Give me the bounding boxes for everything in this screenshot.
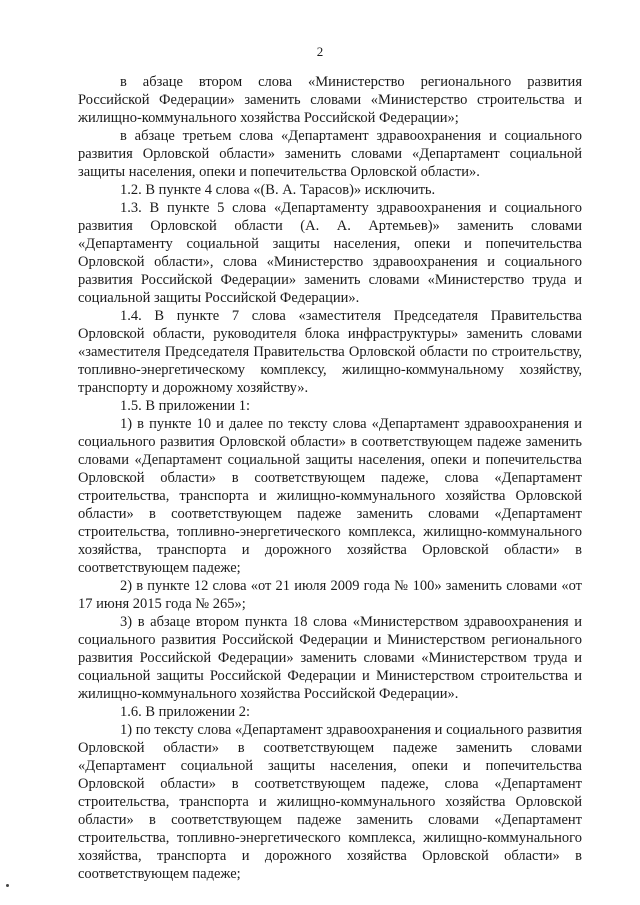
document-body	[78, 73, 582, 883]
paragraph-1-5-item-3: 3) в абзаце втором пункта 18 слова «Министерством здравоохранения и социального развития Российской Федерации и Министерством регионального развития Российской Федерации» заменить словами «Министерством труда и социальной защиты Российской Федерации и Министерством строительства и жилищно-коммунального хозяйства Российской Федерации».	[78, 614, 582, 702]
paragraph-1-5-item-1: 1) в пункте 10 и далее по тексту слова «Департамент здравоохранения и социального развития Орловской области» в соответствующем падеже заменить словами «Департамент социальной защиты населения, опеки и попечительства Орловской области» в соответствующем падеже, слова «Департамент строительства, транспорта и жилищно-коммунального хозяйства Орловской области» в соответствующем падеже заменить словами «Департамент строительства, топливно-энергетического комплекса, жилищно-коммунального хозяйства, транспорта и дорожного хозяйства Орловской области» в соответствующем падеже;	[78, 416, 582, 576]
paragraph-1-2: 1.2. В пункте 4 слова «(В. А. Тарасов)» исключить.	[120, 182, 436, 198]
paragraph-abzac-2: в абзаце втором слова «Министерство регионального развития Российской Федерации» заменить словами «Министерство строительства и жилищно-коммунального хозяйства Российской Федерации»;	[78, 74, 582, 126]
paragraph-1-4: 1.4. В пункте 7 слова «заместителя Председателя Правительства Орловской области, руководителя блока инфраструктуры» заменить словами «заместителя Председателя Правительства Орловской области по строительству, топливно-энергетическому комплексу, жилищно-коммунальному хозяйству, транспорту и дорожному хозяйству».	[78, 308, 582, 396]
paragraph-1-5: 1.5. В приложении 1:	[120, 398, 251, 414]
paragraph-1-6-item-1: 1) по тексту слова «Департамент здравоохранения и социального развития Орловской области» в соответствующем падеже заменить словами «Департамент социальной защиты населения, опеки и попечительства Орловской области» в соответствующем падеже, слова «Департамент строительства, транспорта и жилищно-коммунального хозяйства Орловской области» в соответствующем падеже заменить словами «Департамент строительства, топливно-энергетического комплекса, жилищно-коммунального хозяйства, транспорта и дорожного хозяйства Орловской области» в соответствующем падеже;	[78, 722, 582, 882]
paragraph-abzac-3: в абзаце третьем слова «Департамент здравоохранения и социального развития Орловской области» заменить словами «Департамент социальной защиты населения, опеки и попечительства Орловской области».	[78, 128, 582, 180]
page-number: 2	[316, 44, 324, 59]
paragraph-1-3: 1.3. В пункте 5 слова «Департаменту здравоохранения и социального развития Орловской области (А. А. Артемьев)» заменить словами «Департаменту социальной защиты населения, опеки и попечительства Орловской области», слова «Министерство здравоохранения и социального развития Российской Федерации» заменить словами «Министерство труда и социальной защиты Российской Федерации».	[78, 200, 582, 306]
scan-dot-mark	[6, 884, 9, 887]
paragraph-1-6: 1.6. В приложении 2:	[120, 704, 251, 720]
paragraph-1-5-item-2: 2) в пункте 12 слова «от 21 июля 2009 года № 100» заменить словами «от 17 июня 2015 года № 265»;	[78, 578, 582, 612]
